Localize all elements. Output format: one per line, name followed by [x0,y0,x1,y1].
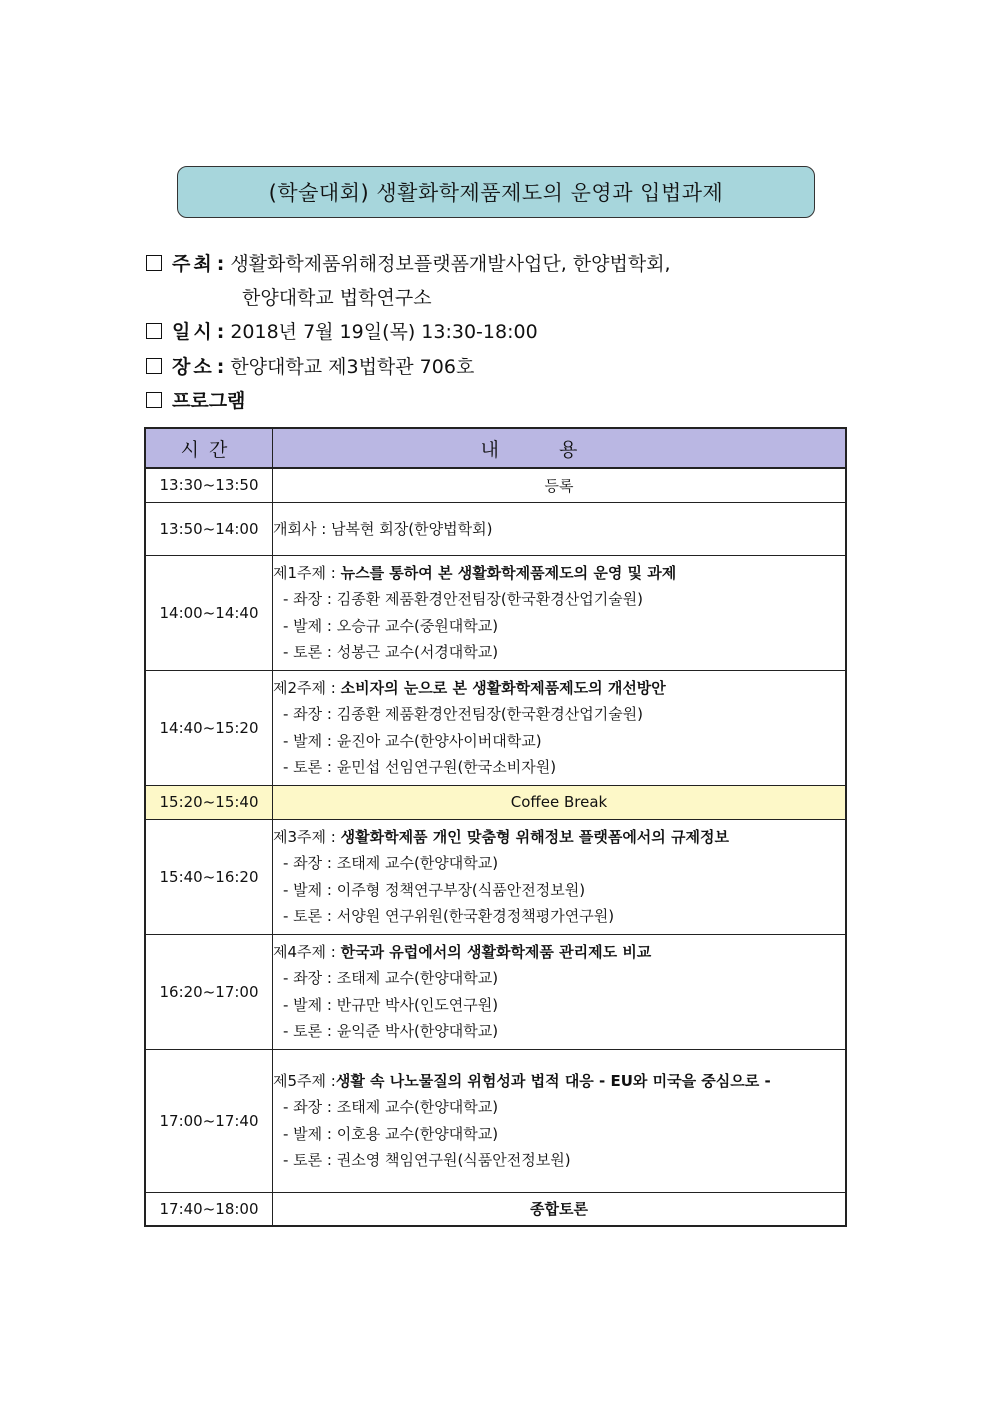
row-content [273,670,847,785]
topic-prefix: 제4주제 : [273,942,341,961]
discussant-line: - 토론 : 성봉근 교수(서경대학교) [283,643,499,661]
venue-label: 장소 [172,356,215,378]
page-title: (학술대회) 생활화학제품제도의 운영과 입법과제 [177,166,815,218]
row-time: 17:00~17:40 [145,1049,273,1192]
row-time: 15:20~15:40 [145,785,273,819]
chair-line: - 좌장 : 조태제 교수(한양대학교) [283,854,499,872]
date-value: 2018년 7월 19일(목) 13:30-18:00 [230,321,538,343]
table-row [145,785,846,819]
table-row [145,819,846,934]
row-time: 16:20~17:00 [145,934,273,1049]
program-heading [146,389,245,413]
checkbox-square-icon [146,392,162,408]
row-content: Coffee Break [273,785,847,819]
presenter-line: - 발제 : 반규만 박사(인도연구원) [283,995,499,1014]
host-line1: 생활화학제품위해정보플랫폼개발사업단, 한양법학회, [230,253,671,275]
topic-prefix: 제1주제 : [273,563,341,582]
table-header-row [145,428,846,468]
discussant-line: - 토론 : 윤민섭 선임연구원(한국소비자원) [283,758,557,776]
row-content [273,819,847,934]
separator-colon: : [216,321,225,343]
date-info [146,320,538,344]
table-row [145,670,846,785]
topic-prefix: 제5주제 : [273,1071,336,1090]
header-time: 시간 [145,428,273,468]
row-content [273,1049,847,1192]
topic-title: 생활 속 나노물질의 위험성과 법적 대응 - EU와 미국을 중심으로 - [335,1071,771,1090]
host-label: 주최 [172,253,215,275]
venue-info [146,355,474,379]
separator-colon: : [216,253,225,275]
presenter-line: - 발제 : 이호용 교수(한양대학교) [283,1124,499,1143]
topic-title: 소비자의 눈으로 본 생활화학제품제도의 개선방안 [340,678,666,697]
row-time: 14:00~14:40 [145,555,273,670]
checkbox-square-icon [146,255,162,271]
row-time: 13:50~14:00 [145,502,273,555]
host-line2: 한양대학교 법학연구소 [242,287,432,309]
row-content [273,555,847,670]
topic-title: 생활화학제품 개인 맞춤형 위해정보 플랫폼에서의 규제정보 [340,827,729,846]
row-content: 개회사 : 남복현 회장(한양법학회) [273,502,847,555]
row-content: 등록 [273,468,847,502]
presenter-line: - 발제 : 윤진아 교수(한양사이버대학교) [283,731,542,750]
row-content [273,934,847,1049]
chair-line: - 좌장 : 김종환 제품환경안전팀장(한국환경산업기술원) [283,705,644,723]
venue-value: 한양대학교 제3법학관 706호 [230,356,475,378]
table-row [145,468,846,502]
table-row [145,1049,846,1192]
row-content: 종합토론 [273,1192,847,1226]
row-time: 14:40~15:20 [145,670,273,785]
table-row [145,502,846,555]
program-table [144,427,847,1227]
topic-title: 뉴스를 통하여 본 생활화학제품제도의 운영 및 과제 [340,563,677,582]
checkbox-square-icon [146,323,162,339]
discussant-line: - 토론 : 윤익준 박사(한양대학교) [283,1022,499,1040]
chair-line: - 좌장 : 조태제 교수(한양대학교) [283,1098,499,1116]
chair-line: - 좌장 : 조태제 교수(한양대학교) [283,969,499,987]
date-label: 일시 [172,321,215,343]
discussant-line: - 토론 : 서양원 연구위원(한국환경정책평가연구원) [283,907,615,925]
row-time: 17:40~18:00 [145,1192,273,1226]
table-row [145,934,846,1049]
topic-prefix: 제2주제 : [273,678,341,697]
row-time: 13:30~13:50 [145,468,273,502]
header-content: 내용 [273,428,847,468]
presenter-line: - 발제 : 이주형 정책연구부장(식품안전정보원) [283,880,586,899]
topic-prefix: 제3주제 : [273,827,341,846]
checkbox-square-icon [146,358,162,374]
presenter-line: - 발제 : 오승규 교수(중원대학교) [283,616,499,635]
topic-title: 한국과 유럽에서의 생활화학제품 관리제도 비교 [340,942,652,961]
row-time: 15:40~16:20 [145,819,273,934]
chair-line: - 좌장 : 김종환 제품환경안전팀장(한국환경산업기술원) [283,590,644,608]
discussant-line: - 토론 : 권소영 책임연구원(식품안전정보원) [283,1151,571,1169]
host-info [146,252,671,276]
table-row [145,555,846,670]
separator-colon: : [216,356,225,378]
table-row [145,1192,846,1226]
program-label: 프로그램 [172,390,246,412]
